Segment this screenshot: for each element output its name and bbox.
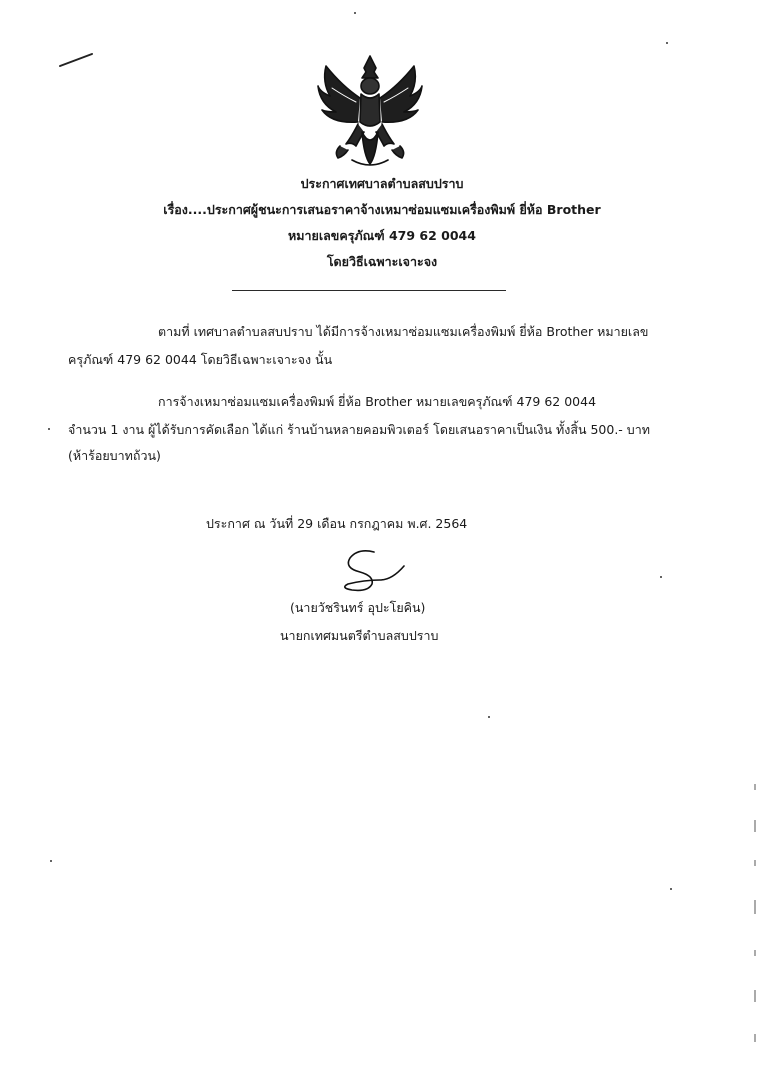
paragraph-1-line-1: ตามที่ เทศบาลตำบลสบปราบ ได้มีการจ้างเหมาซ่อมแซมเครื่องพิมพ์ ยี่ห้อ Brother หมายเลข — [158, 324, 649, 339]
scan-speck — [48, 428, 50, 430]
scan-speck — [488, 716, 490, 718]
scan-speck — [660, 576, 662, 578]
procurement-method: โดยวิธีเฉพาะเจาะจง — [326, 254, 438, 269]
garuda-emblem-icon — [312, 52, 428, 172]
handwritten-signature — [330, 546, 410, 596]
signer-name: (นายวัชรินทร์ อุปะโยคิน) — [290, 600, 426, 615]
paragraph-2-line-2: จำนวน 1 งาน ผู้ได้รับการคัดเลือก ได้แก่ ร้านบ้านหลายคอมพิวเตอร์ โดยเสนอราคาเป็นเงิน ทั้งสิ้น 500.- บาท — [68, 422, 650, 437]
paragraph-2-line-1: การจ้างเหมาซ่อมแซมเครื่องพิมพ์ ยี่ห้อ Brother หมายเลขครุภัณฑ์ 479 62 0044 — [158, 394, 597, 409]
signer-title: นายกเทศมนตรีตำบลสบปราบ — [280, 628, 439, 643]
scan-speck — [670, 888, 672, 890]
asset-number: หมายเลขครุภัณฑ์ 479 62 0044 — [288, 228, 476, 243]
scan-edge-marks — [752, 780, 758, 1070]
document-title: ประกาศเทศบาลตำบลสบปราบ — [300, 176, 464, 191]
scan-speck — [50, 860, 52, 862]
scan-speck — [666, 42, 668, 44]
header-divider — [232, 290, 506, 291]
scan-speck — [354, 12, 356, 14]
paragraph-2-line-3: (ห้าร้อยบาทถ้วน) — [68, 448, 161, 463]
document-subject: เรื่อง....ประกาศผู้ชนะการเสนอราคาจ้างเหมาซ่อมแซมเครื่องพิมพ์ ยี่ห้อ Brother — [163, 202, 601, 217]
scan-artifact-stroke — [58, 48, 98, 72]
paragraph-1-line-2: ครุภัณฑ์ 479 62 0044 โดยวิธีเฉพาะเจาะจง นั้น — [68, 352, 333, 367]
announcement-date: ประกาศ ณ วันที่ 29 เดือน กรกฎาคม พ.ศ. 2564 — [206, 516, 468, 531]
